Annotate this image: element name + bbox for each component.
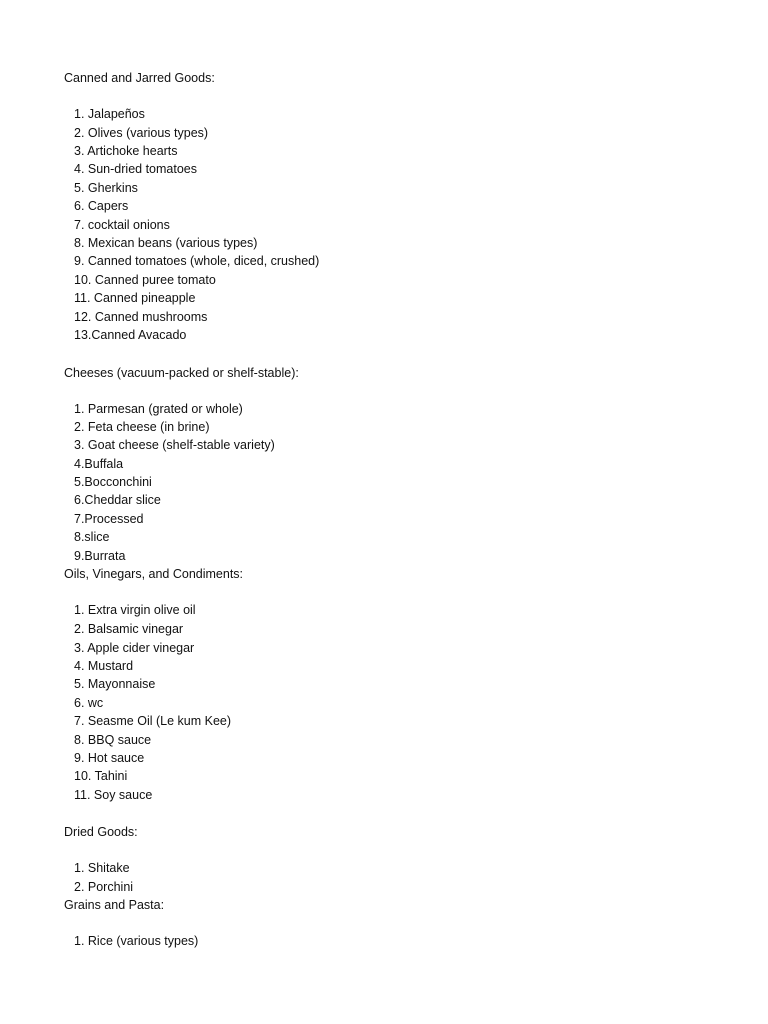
section-heading-cheeses: Cheeses (vacuum-packed or shelf-stable): [64,366,299,380]
list-item: 3. Goat cheese (shelf-stable variety) [74,438,275,452]
section-heading-canned-jarred: Canned and Jarred Goods: [64,71,215,85]
list-item: 10. Canned puree tomato [74,273,216,287]
section-heading-dried-goods: Dried Goods: [64,825,138,839]
list-item: 4. Sun-dried tomatoes [74,162,197,176]
list-item: 1. Jalapeños [74,107,145,121]
list-item: 1. Shitake [74,861,130,875]
list-item: 9. Canned tomatoes (whole, diced, crushed) [74,254,320,268]
list-item: 1. Parmesan (grated or whole) [74,402,243,416]
list-item: 2. Feta cheese (in brine) [74,420,210,434]
list-item: 2. Balsamic vinegar [74,622,184,636]
list-item: 9. Hot sauce [74,751,145,765]
list-item: 2. Porchini [74,880,134,894]
list-item: 6.Cheddar slice [74,493,161,507]
list-item: 7. Seasme Oil (Le kum Kee) [74,714,232,728]
list-item: 3. Artichoke hearts [74,144,178,158]
section-heading-oils-vinegars: Oils, Vinegars, and Condiments: [64,567,244,581]
list-item: 1. Extra virgin olive oil [74,603,196,617]
list-item: 4.Buffala [74,457,124,471]
list-item: 1. Rice (various types) [74,934,199,948]
list-item: 7.Processed [74,512,144,526]
list-item: 5. Mayonnaise [74,677,156,691]
list-item: 10. Tahini [74,769,128,783]
list-item: 12. Canned mushrooms [74,310,208,324]
list-item: 4. Mustard [74,659,134,673]
list-item: 5.Bocconchini [74,475,152,489]
list-item: 6. wc [74,696,104,710]
list-item: 13.Canned Avacado [74,328,187,342]
list-item: 11. Soy sauce [74,788,153,802]
list-item: 8.slice [74,530,110,544]
list-item: 9.Burrata [74,549,126,563]
list-item: 7. cocktail onions [74,218,170,232]
list-item: 2. Olives (various types) [74,126,209,140]
list-item: 8. Mexican beans (various types) [74,236,258,250]
list-item: 3. Apple cider vinegar [74,641,195,655]
list-item: 11. Canned pineapple [74,291,196,305]
list-item: 6. Capers [74,199,129,213]
section-heading-grains-pasta: Grains and Pasta: [64,898,165,912]
list-item: 5. Gherkins [74,181,138,195]
list-item: 8. BBQ sauce [74,733,152,747]
